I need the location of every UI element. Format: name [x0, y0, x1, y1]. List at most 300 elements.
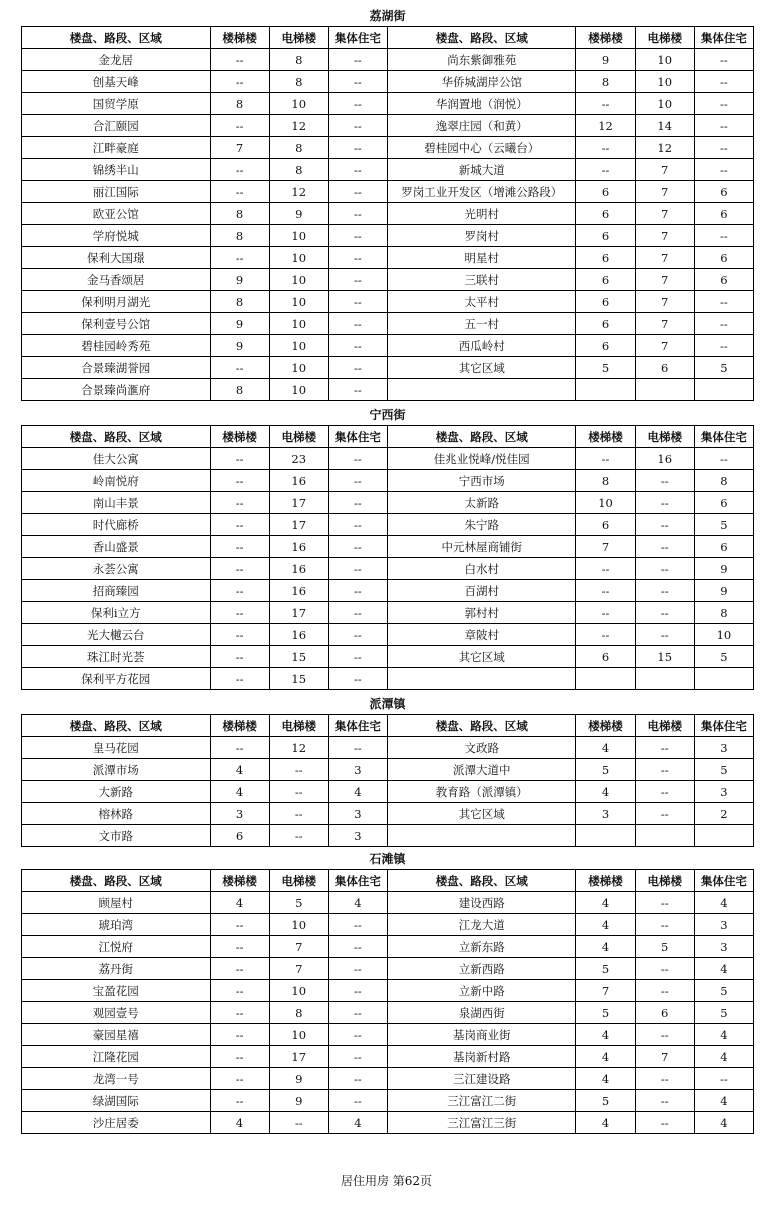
- location-cell: 碧桂园岭秀苑: [22, 335, 211, 357]
- rent-value-cell: 9: [576, 49, 635, 71]
- section-shitan-town: [21, 849, 754, 1134]
- rent-value-cell: 4: [576, 1068, 635, 1090]
- rent-value-cell: --: [328, 159, 387, 181]
- rent-value-cell: 4: [694, 1024, 753, 1046]
- rent-value-cell: --: [576, 624, 635, 646]
- rent-value-cell: 16: [269, 558, 328, 580]
- rent-value-cell: --: [328, 93, 387, 115]
- price-table: [21, 714, 754, 847]
- rent-value-cell: 4: [576, 1112, 635, 1134]
- table-row: [22, 558, 754, 580]
- rent-value-cell: 3: [328, 803, 387, 825]
- rent-value-cell: 4: [576, 737, 635, 759]
- rent-value-cell: --: [328, 1002, 387, 1024]
- rent-value-cell: 4: [210, 759, 269, 781]
- rent-value-cell: 6: [694, 247, 753, 269]
- rent-value-cell: 10: [269, 247, 328, 269]
- table-row: [22, 580, 754, 602]
- rent-value-cell: 9: [210, 313, 269, 335]
- rent-value-cell: 17: [269, 602, 328, 624]
- section-lihu-street: [21, 6, 754, 401]
- rent-value-cell: 10: [694, 624, 753, 646]
- rent-value-cell: 10: [269, 980, 328, 1002]
- rent-value-cell: 5: [694, 1002, 753, 1024]
- rent-value-cell: --: [210, 1046, 269, 1068]
- table-row: [22, 914, 754, 936]
- rent-value-cell: 4: [576, 892, 635, 914]
- price-table: [21, 869, 754, 1134]
- rent-value-cell: --: [635, 980, 694, 1002]
- rent-value-cell: --: [635, 892, 694, 914]
- rent-value-cell: 4: [694, 1112, 753, 1134]
- rent-value-cell: 5: [269, 892, 328, 914]
- rent-value-cell: 6: [694, 269, 753, 291]
- rent-value-cell: --: [635, 1068, 694, 1090]
- location-cell: 锦绣半山: [22, 159, 211, 181]
- table-row: [22, 225, 754, 247]
- location-cell: 三江建设路: [387, 1068, 576, 1090]
- rent-value-cell: --: [210, 914, 269, 936]
- page-footer: 居住用房 第62页: [340, 1174, 433, 1188]
- rent-value-cell: [576, 825, 635, 847]
- rent-value-cell: --: [210, 448, 269, 470]
- rent-value-cell: 4: [210, 781, 269, 803]
- column-header: 楼梯楼: [576, 870, 635, 892]
- location-cell: 龙湾一号: [22, 1068, 211, 1090]
- rent-value-cell: --: [328, 602, 387, 624]
- column-header: 楼梯楼: [210, 426, 269, 448]
- rent-value-cell: --: [210, 159, 269, 181]
- rent-value-cell: --: [694, 49, 753, 71]
- table-row: [22, 159, 754, 181]
- rent-value-cell: 7: [635, 247, 694, 269]
- rent-value-cell: --: [328, 514, 387, 536]
- rent-value-cell: 5: [576, 759, 635, 781]
- rent-value-cell: 7: [635, 291, 694, 313]
- rent-value-cell: --: [635, 1090, 694, 1112]
- table-row: [22, 115, 754, 137]
- location-cell: 光大樾云台: [22, 624, 211, 646]
- column-header: 电梯楼: [269, 27, 328, 49]
- rent-value-cell: 10: [635, 49, 694, 71]
- table-row: [22, 313, 754, 335]
- rent-value-cell: 9: [694, 558, 753, 580]
- rent-value-cell: --: [635, 580, 694, 602]
- location-cell: 豪园星禧: [22, 1024, 211, 1046]
- rent-value-cell: [694, 668, 753, 690]
- location-cell: 太平村: [387, 291, 576, 313]
- table-row: [22, 247, 754, 269]
- rent-value-cell: --: [694, 291, 753, 313]
- rent-value-cell: 16: [635, 448, 694, 470]
- rent-value-cell: 16: [269, 580, 328, 602]
- rent-value-cell: 4: [576, 781, 635, 803]
- column-header: 集体住宅: [694, 426, 753, 448]
- location-cell: 荔丹街: [22, 958, 211, 980]
- rent-value-cell: --: [328, 448, 387, 470]
- location-cell: 沙庄居委: [22, 1112, 211, 1134]
- rent-value-cell: --: [328, 492, 387, 514]
- rent-value-cell: --: [576, 580, 635, 602]
- table-header-row: [22, 27, 754, 49]
- rent-value-cell: 6: [576, 335, 635, 357]
- table-row: [22, 737, 754, 759]
- table-row: [22, 269, 754, 291]
- rent-value-cell: --: [210, 558, 269, 580]
- rent-value-cell: 3: [210, 803, 269, 825]
- location-cell: 其它区域: [387, 646, 576, 668]
- rent-value-cell: --: [269, 759, 328, 781]
- rent-value-cell: --: [328, 470, 387, 492]
- location-cell: 保利i立方: [22, 602, 211, 624]
- location-cell: 江畔豪庭: [22, 137, 211, 159]
- rent-value-cell: 4: [328, 892, 387, 914]
- location-cell: 派潭市场: [22, 759, 211, 781]
- rent-value-cell: --: [576, 93, 635, 115]
- rent-value-cell: --: [635, 759, 694, 781]
- column-header: 集体住宅: [694, 870, 753, 892]
- rent-value-cell: --: [328, 646, 387, 668]
- location-cell: 碧桂园中心（云曦台）: [387, 137, 576, 159]
- rent-value-cell: 6: [694, 492, 753, 514]
- price-table: [21, 425, 754, 690]
- rent-value-cell: --: [210, 1002, 269, 1024]
- rent-value-cell: 8: [269, 1002, 328, 1024]
- rent-value-cell: 4: [576, 914, 635, 936]
- rent-value-cell: --: [328, 335, 387, 357]
- rent-value-cell: --: [328, 958, 387, 980]
- table-header-row: [22, 870, 754, 892]
- rent-value-cell: --: [694, 159, 753, 181]
- rent-value-cell: --: [328, 1024, 387, 1046]
- rent-value-cell: --: [210, 580, 269, 602]
- location-cell: 教育路（派潭镇）: [387, 781, 576, 803]
- column-header: 楼盘、路段、区域: [387, 426, 576, 448]
- rent-value-cell: --: [694, 71, 753, 93]
- section-title: 荔湖街: [369, 9, 406, 23]
- location-cell: [387, 379, 576, 401]
- rent-value-cell: --: [210, 357, 269, 379]
- location-cell: 太新路: [387, 492, 576, 514]
- location-cell: 保利大国璟: [22, 247, 211, 269]
- column-header: 楼梯楼: [210, 27, 269, 49]
- rent-value-cell: --: [210, 470, 269, 492]
- location-cell: 建设西路: [387, 892, 576, 914]
- rent-value-cell: 5: [576, 958, 635, 980]
- location-cell: 光明村: [387, 203, 576, 225]
- rent-value-cell: --: [210, 737, 269, 759]
- rent-value-cell: 6: [635, 357, 694, 379]
- rent-value-cell: 4: [576, 1046, 635, 1068]
- location-cell: 明星村: [387, 247, 576, 269]
- rent-value-cell: 15: [269, 646, 328, 668]
- rent-value-cell: 16: [269, 470, 328, 492]
- rent-value-cell: --: [269, 803, 328, 825]
- rent-value-cell: 7: [635, 269, 694, 291]
- rent-value-cell: 4: [694, 1046, 753, 1068]
- rent-value-cell: --: [694, 137, 753, 159]
- table-row: [22, 49, 754, 71]
- rent-value-cell: 10: [269, 313, 328, 335]
- rent-value-cell: 12: [576, 115, 635, 137]
- rent-value-cell: --: [576, 558, 635, 580]
- table-row: [22, 1090, 754, 1112]
- location-cell: 五一村: [387, 313, 576, 335]
- location-cell: 江隆花园: [22, 1046, 211, 1068]
- rent-value-cell: --: [210, 181, 269, 203]
- section-title: 石滩镇: [369, 852, 406, 866]
- location-cell: 创基天峰: [22, 71, 211, 93]
- column-header: 楼盘、路段、区域: [22, 426, 211, 448]
- location-cell: 尚东紫御雅苑: [387, 49, 576, 71]
- location-cell: 逸翠庄园（和黄）: [387, 115, 576, 137]
- rent-value-cell: 4: [576, 1024, 635, 1046]
- rent-value-cell: --: [328, 115, 387, 137]
- table-row: [22, 602, 754, 624]
- rent-value-cell: 7: [576, 536, 635, 558]
- rent-value-cell: --: [210, 646, 269, 668]
- location-cell: 朱宁路: [387, 514, 576, 536]
- rent-value-cell: 9: [269, 1090, 328, 1112]
- rent-value-cell: --: [328, 71, 387, 93]
- column-header: 电梯楼: [635, 27, 694, 49]
- rent-value-cell: --: [210, 492, 269, 514]
- rent-value-cell: --: [210, 514, 269, 536]
- rent-value-cell: 10: [269, 379, 328, 401]
- column-header: 楼盘、路段、区域: [22, 870, 211, 892]
- rent-value-cell: 5: [694, 357, 753, 379]
- rent-value-cell: 5: [694, 980, 753, 1002]
- rent-value-cell: [694, 379, 753, 401]
- location-cell: 南山丰景: [22, 492, 211, 514]
- table-row: [22, 203, 754, 225]
- table-row: [22, 93, 754, 115]
- location-cell: 基岗新村路: [387, 1046, 576, 1068]
- location-cell: 其它区域: [387, 803, 576, 825]
- rent-value-cell: --: [635, 536, 694, 558]
- location-cell: 江龙大道: [387, 914, 576, 936]
- table-row: [22, 1068, 754, 1090]
- rent-value-cell: --: [635, 492, 694, 514]
- rent-value-cell: --: [269, 825, 328, 847]
- rent-value-cell: 4: [328, 781, 387, 803]
- column-header: 集体住宅: [328, 870, 387, 892]
- location-cell: 保利平方花园: [22, 668, 211, 690]
- rent-value-cell: --: [635, 514, 694, 536]
- location-cell: 合汇颐园: [22, 115, 211, 137]
- rent-value-cell: 12: [269, 737, 328, 759]
- rent-value-cell: 6: [576, 291, 635, 313]
- rent-value-cell: 8: [269, 159, 328, 181]
- rent-value-cell: [635, 668, 694, 690]
- table-header-row: [22, 426, 754, 448]
- location-cell: 榕林路: [22, 803, 211, 825]
- rent-value-cell: --: [328, 379, 387, 401]
- rent-value-cell: --: [328, 225, 387, 247]
- rent-value-cell: --: [210, 980, 269, 1002]
- rent-value-cell: 5: [576, 357, 635, 379]
- rent-value-cell: 7: [269, 936, 328, 958]
- rent-value-cell: --: [210, 936, 269, 958]
- location-cell: 罗岗工业开发区（增滩公路段）: [387, 181, 576, 203]
- column-header: 集体住宅: [328, 27, 387, 49]
- table-row: [22, 181, 754, 203]
- column-header: 楼梯楼: [576, 27, 635, 49]
- rent-value-cell: 6: [576, 313, 635, 335]
- location-cell: 大新路: [22, 781, 211, 803]
- column-header: 电梯楼: [635, 426, 694, 448]
- rent-value-cell: --: [328, 49, 387, 71]
- rent-value-cell: --: [328, 137, 387, 159]
- table-row: [22, 958, 754, 980]
- rent-value-cell: --: [328, 203, 387, 225]
- rent-value-cell: --: [328, 357, 387, 379]
- rent-value-cell: 4: [328, 1112, 387, 1134]
- rent-value-cell: 8: [694, 470, 753, 492]
- table-row: [22, 781, 754, 803]
- rent-value-cell: 6: [576, 269, 635, 291]
- rent-value-cell: 10: [269, 914, 328, 936]
- rent-value-cell: --: [576, 137, 635, 159]
- location-cell: 佳大公寓: [22, 448, 211, 470]
- location-cell: 香山盛景: [22, 536, 211, 558]
- rent-value-cell: 7: [635, 1046, 694, 1068]
- table-row: [22, 492, 754, 514]
- rent-value-cell: --: [210, 49, 269, 71]
- location-cell: 华侨城湖岸公馆: [387, 71, 576, 93]
- location-cell: 西瓜岭村: [387, 335, 576, 357]
- rent-value-cell: --: [635, 624, 694, 646]
- rent-value-cell: 10: [269, 225, 328, 247]
- location-cell: 白水村: [387, 558, 576, 580]
- rent-value-cell: --: [328, 1090, 387, 1112]
- rent-value-cell: 3: [576, 803, 635, 825]
- rent-value-cell: 4: [694, 892, 753, 914]
- rent-value-cell: --: [635, 602, 694, 624]
- rent-value-cell: [635, 379, 694, 401]
- column-header: 集体住宅: [328, 715, 387, 737]
- table-row: [22, 448, 754, 470]
- location-cell: [387, 825, 576, 847]
- location-cell: 学府悦城: [22, 225, 211, 247]
- rent-value-cell: 8: [269, 71, 328, 93]
- location-cell: 立新西路: [387, 958, 576, 980]
- location-cell: 招商臻园: [22, 580, 211, 602]
- table-row: [22, 936, 754, 958]
- table-row: [22, 803, 754, 825]
- rent-value-cell: [694, 825, 753, 847]
- rent-value-cell: --: [210, 115, 269, 137]
- rent-value-cell: 3: [694, 781, 753, 803]
- rent-value-cell: --: [269, 781, 328, 803]
- location-cell: 泉湖西街: [387, 1002, 576, 1024]
- rent-value-cell: 5: [694, 514, 753, 536]
- column-header: 楼盘、路段、区域: [22, 715, 211, 737]
- table-row: [22, 759, 754, 781]
- rent-value-cell: 4: [210, 1112, 269, 1134]
- rent-value-cell: 7: [635, 159, 694, 181]
- location-cell: 郭村村: [387, 602, 576, 624]
- rent-value-cell: --: [210, 1068, 269, 1090]
- column-header: 电梯楼: [269, 870, 328, 892]
- rent-value-cell: 16: [269, 536, 328, 558]
- rent-value-cell: 6: [210, 825, 269, 847]
- rent-value-cell: 9: [210, 269, 269, 291]
- rent-value-cell: 6: [576, 646, 635, 668]
- column-header: 楼盘、路段、区域: [387, 715, 576, 737]
- rent-value-cell: 8: [210, 203, 269, 225]
- rent-value-cell: --: [328, 980, 387, 1002]
- rent-value-cell: 8: [210, 291, 269, 313]
- column-header: 集体住宅: [328, 426, 387, 448]
- column-header: 楼梯楼: [210, 715, 269, 737]
- rent-value-cell: --: [635, 781, 694, 803]
- rent-value-cell: --: [635, 470, 694, 492]
- table-row: [22, 624, 754, 646]
- location-cell: 佳兆业悦峰/悦佳园: [387, 448, 576, 470]
- location-cell: [387, 668, 576, 690]
- table-row: [22, 1024, 754, 1046]
- rent-value-cell: 9: [694, 580, 753, 602]
- table-row: [22, 137, 754, 159]
- rent-value-cell: 6: [576, 181, 635, 203]
- location-cell: 观园壹号: [22, 1002, 211, 1024]
- rent-value-cell: 6: [576, 203, 635, 225]
- rent-value-cell: 12: [269, 115, 328, 137]
- rent-value-cell: 9: [269, 1068, 328, 1090]
- table-row: [22, 357, 754, 379]
- location-cell: 派潭大道中: [387, 759, 576, 781]
- rent-value-cell: --: [635, 1024, 694, 1046]
- rent-value-cell: --: [694, 93, 753, 115]
- rent-value-cell: 8: [269, 137, 328, 159]
- rent-value-cell: 10: [635, 93, 694, 115]
- rent-value-cell: 6: [635, 1002, 694, 1024]
- rent-value-cell: --: [694, 335, 753, 357]
- rent-value-cell: [576, 379, 635, 401]
- rent-value-cell: 6: [576, 514, 635, 536]
- rent-value-cell: --: [210, 668, 269, 690]
- table-row: [22, 514, 754, 536]
- rent-value-cell: 4: [694, 1090, 753, 1112]
- column-header: 楼梯楼: [576, 426, 635, 448]
- rent-value-cell: --: [328, 914, 387, 936]
- column-header: 集体住宅: [694, 715, 753, 737]
- rent-value-cell: 17: [269, 1046, 328, 1068]
- rent-value-cell: 3: [328, 759, 387, 781]
- rent-value-cell: [576, 668, 635, 690]
- rent-value-cell: 3: [694, 737, 753, 759]
- rent-value-cell: --: [694, 1068, 753, 1090]
- rent-value-cell: 7: [635, 335, 694, 357]
- rent-value-cell: --: [210, 536, 269, 558]
- rent-value-cell: --: [635, 737, 694, 759]
- table-row: [22, 1002, 754, 1024]
- section-paitan-town: [21, 694, 754, 847]
- table-row: [22, 1112, 754, 1134]
- rent-value-cell: 8: [210, 93, 269, 115]
- rent-value-cell: --: [635, 1112, 694, 1134]
- rent-value-cell: 8: [694, 602, 753, 624]
- rent-value-cell: 5: [576, 1002, 635, 1024]
- location-cell: 立新中路: [387, 980, 576, 1002]
- location-cell: 皇马花园: [22, 737, 211, 759]
- price-table: [21, 26, 754, 401]
- rent-value-cell: --: [328, 1068, 387, 1090]
- rent-value-cell: 5: [576, 1090, 635, 1112]
- column-header: 楼盘、路段、区域: [387, 27, 576, 49]
- rent-value-cell: --: [694, 225, 753, 247]
